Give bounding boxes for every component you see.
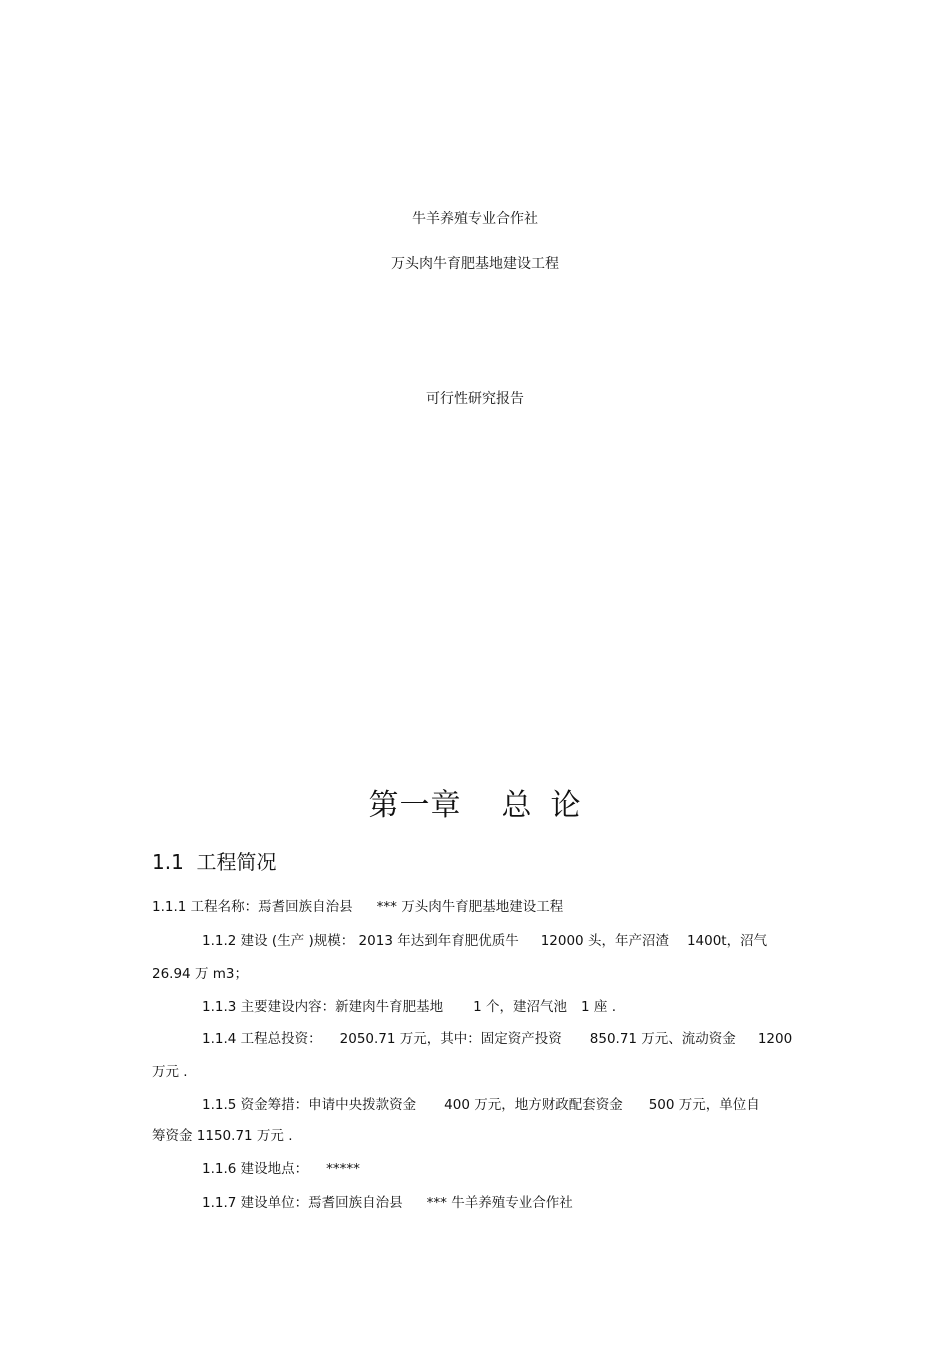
item-1-value: *** 万头肉牛育肥基地建设工程	[376, 899, 564, 915]
item-unit	[202, 1191, 573, 1211]
cover-org-name: 牛羊养殖专业合作社	[412, 211, 538, 227]
item-4-part-a: 1.1.4 工程总投资：	[202, 1031, 322, 1047]
section-heading	[152, 846, 277, 875]
item-3-part-b: 1 个，建沼气池	[473, 999, 568, 1015]
item-funding-cont: 筹资金 1150.71 万元 .	[152, 1128, 293, 1144]
item-7-value: *** 牛羊养殖专业合作社	[426, 1195, 573, 1211]
item-2-part-b: 12000 头，年产沼渣	[540, 933, 669, 949]
item-4-part-d: 1200	[757, 1031, 793, 1047]
section-number: 1.1	[152, 850, 184, 874]
item-7-label: 1.1.7 建设单位：焉耆回族自治县	[202, 1195, 403, 1211]
item-4-part-c: 850.71 万元、流动资金	[589, 1031, 736, 1047]
item-2-part-a: 1.1.2 建设 (生产 )规模： 2013 年达到年育肥优质牛	[202, 933, 519, 949]
item-content	[202, 995, 616, 1015]
item-funding	[202, 1093, 760, 1113]
chapter-label: 第一章	[368, 788, 462, 823]
item-scale	[202, 929, 767, 949]
item-2-part-c: 1400t，沼气	[686, 933, 768, 949]
item-5-part-b: 400 万元，地方财政配套资金	[444, 1097, 623, 1113]
chapter-word-1: 总	[501, 788, 533, 823]
item-project-name	[152, 895, 563, 915]
item-3-part-a: 1.1.3 主要建设内容：新建肉牛育肥基地	[202, 999, 444, 1015]
item-location	[202, 1157, 360, 1177]
chapter-heading	[0, 780, 950, 824]
chapter-word-2: 论	[550, 788, 582, 823]
item-scale-cont: 26.94 万 m3；	[152, 966, 248, 982]
item-investment	[202, 1027, 792, 1047]
item-4-part-b: 2050.71 万元，其中：固定资产投资	[339, 1031, 562, 1047]
item-5-part-a: 1.1.5 资金筹措：申请中央拨款资金	[202, 1097, 417, 1113]
item-investment-cont: 万元 .	[152, 1064, 188, 1080]
item-5-part-c: 500 万元，单位自	[648, 1097, 760, 1113]
cover-report-title: 可行性研究报告	[426, 391, 524, 407]
item-6-value: *****	[326, 1161, 360, 1177]
cover-project-name: 万头肉牛育肥基地建设工程	[391, 256, 559, 272]
item-3-part-c: 1 座 .	[581, 999, 617, 1015]
item-6-label: 1.1.6 建设地点：	[202, 1161, 309, 1177]
item-1-label: 1.1.1 工程名称：焉耆回族自治县	[152, 899, 353, 915]
section-title: 工程简况	[196, 850, 277, 874]
